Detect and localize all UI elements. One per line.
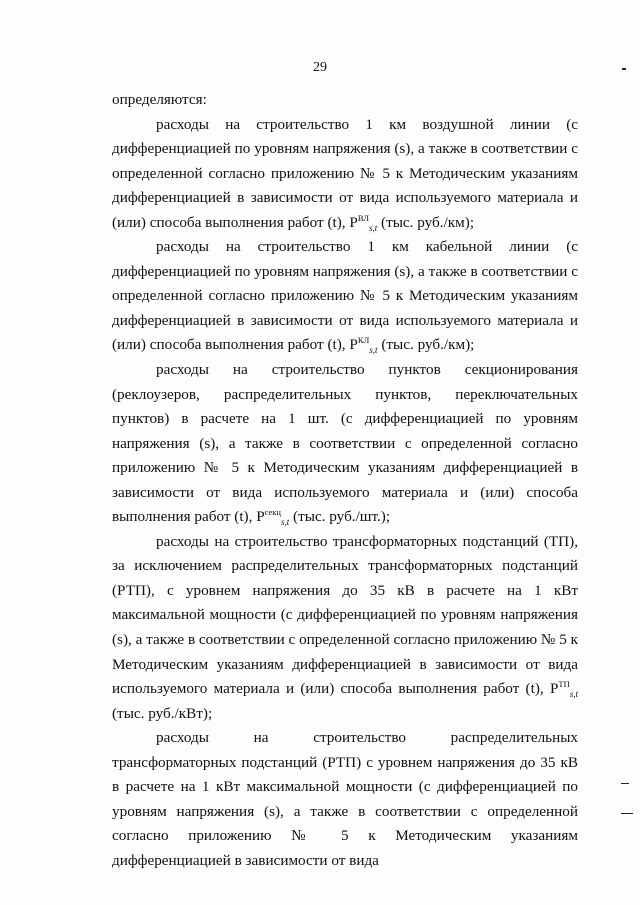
scan-mark-right xyxy=(621,783,629,784)
page-number: 29 xyxy=(313,60,327,75)
paragraph: расходы на строительство распределительных трансформаторных подстанций (РТП) с уровнем напряжения до 35 кВ в расчете на 1 кВт максимальной мощности (с дифференциацией по уровням напряжения (s), а также в соответствии с определенной согласно приложению № 5 к Методическим указаниям дифференциацией в зависимости от вида xyxy=(112,729,578,869)
scan-mark-top-right xyxy=(622,68,626,70)
scan-mark-right xyxy=(621,813,633,814)
paragraph: расходы на строительство 1 км воздушной линии (с дифференциацией по уровням напряжения (s), а также в соответствии с определенной согласно приложению № 5 к Методическим указаниям дифференциацией в зависимости от вида используемого материала и (или) способа выполнения работ (t), $P^{ВЛ}_{s,t}$ (тыс. руб./км); xyxy=(112,115,578,233)
formula-symbol: $P^{КЛ}_{s,t}$ xyxy=(349,335,378,356)
body-text xyxy=(112,88,578,874)
paragraph: расходы на строительство трансформаторных подстанций (ТП), за исключением распределительных трансформаторных подстанций (РТП), с уровнем напряжения до 35 кВ в расчете на 1 кВт максимальной мощности (с дифференциацией по уровням напряжения (s), а также в соответствии с определенной согласно приложению № 5 к Методическим указаниям дифференциацией в зависимости от вида используемого материала и (или) способа выполнения работ (t), $P^{ТП}_{s,t}$ (тыс. руб./кВт); xyxy=(112,532,578,722)
intro-line: определяются: xyxy=(112,91,207,108)
paragraph: расходы на строительство 1 км кабельной линии (с дифференциацией по уровням напряжения (s), а также в соответствии с определенной согласно приложению № 5 к Методическим указаниям дифференциацией в зависимости от вида используемого материала и (или) способа выполнения работ (t), $P^{КЛ}_{s,t}$ (тыс. руб./км); xyxy=(112,238,578,356)
formula-symbol: $P^{секц}_{s,t}$ xyxy=(256,507,290,528)
formula-symbol: $P^{ВЛ}_{s,t}$ xyxy=(349,212,378,233)
formula-symbol: $P^{ТП}_{s,t}$ xyxy=(549,679,578,700)
paragraph: расходы на строительство пунктов секционирования (реклоузеров, распределительных пунктов, переключательных пунктов) в расчете на 1 шт. (с дифференциацией по уровням напряжения (s), а также в соответствии с определенной согласно приложению № 5 к Методическим указаниям дифференциацией в зависимости от вида используемого материала и (или) способа выполнения работ (t), $P^{секц}_{s,t}$ (тыс. руб./шт.); xyxy=(112,361,578,528)
